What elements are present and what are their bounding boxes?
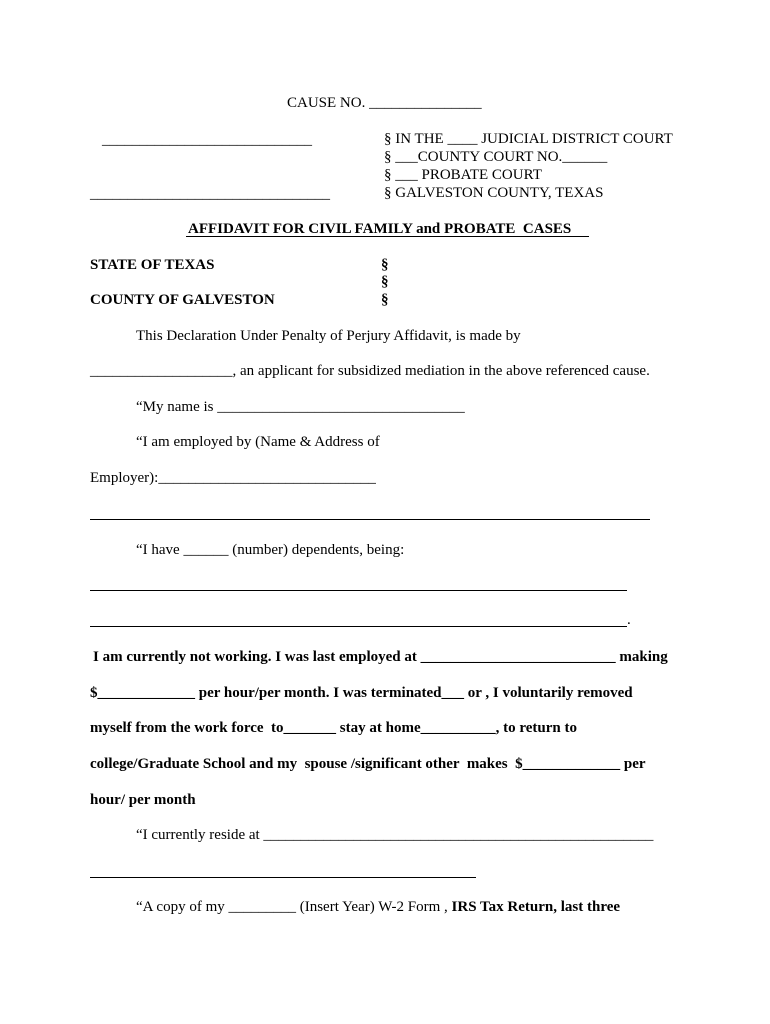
employer-line[interactable]: Employer):_____________________________ bbox=[90, 470, 376, 486]
not-working-line-1[interactable]: I am currently not working. I was last employed at __________________________ making bbox=[93, 649, 668, 665]
employed-by-text: “I am employed by (Name & Address of bbox=[136, 434, 380, 450]
not-working-line-2[interactable]: $_____________ per hour/per month. I was terminated___ or , I voluntarily removed bbox=[90, 685, 633, 701]
w2-copy-line[interactable] bbox=[136, 898, 620, 916]
dependents-blank-line-1[interactable] bbox=[90, 590, 627, 591]
court-line-probate: § ___ PROBATE COURT bbox=[384, 167, 542, 183]
section-mark-2: § bbox=[381, 274, 389, 290]
court-line-district: § IN THE ____ JUDICIAL DISTRICT COURT bbox=[384, 131, 673, 147]
w2-copy-prefix: “A copy of my _________ (Insert Year) W-2 Form , bbox=[136, 899, 452, 915]
title-underline bbox=[186, 236, 589, 237]
declaration-text: This Declaration Under Penalty of Perjury Affidavit, is made by bbox=[136, 328, 521, 344]
applicant-line[interactable]: ___________________, an applicant for subsidized mediation in the above referenced cause. bbox=[90, 363, 650, 379]
dependents-line[interactable]: “I have ______ (number) dependents, being: bbox=[136, 542, 405, 558]
court-line-county: § ___COUNTY COURT NO.______ bbox=[384, 149, 608, 165]
state-of-texas: STATE OF TEXAS bbox=[90, 257, 215, 273]
affidavit-title: AFFIDAVIT FOR CIVIL FAMILY and PROBATE CASES bbox=[188, 221, 572, 237]
not-working-line-4[interactable]: college/Graduate School and my spouse /significant other makes $_____________ per bbox=[90, 756, 646, 772]
dependents-blank-line-2[interactable] bbox=[90, 626, 627, 627]
dependents-period: . bbox=[627, 612, 631, 628]
name-line[interactable]: “My name is _________________________________ bbox=[136, 399, 465, 415]
reside-line[interactable]: “I currently reside at ____________________________________________________ bbox=[136, 827, 654, 843]
party-name-line-top[interactable]: ____________________________ bbox=[102, 132, 312, 148]
not-working-line-3[interactable]: myself from the work force to_______ stay at home__________, to return to bbox=[90, 720, 577, 736]
residence-address-line[interactable] bbox=[90, 877, 476, 878]
employer-address-line[interactable] bbox=[90, 519, 650, 520]
county-of-galveston: COUNTY OF GALVESTON bbox=[90, 292, 275, 308]
section-mark-1: § bbox=[381, 257, 389, 273]
cause-number: CAUSE NO. _______________ bbox=[287, 95, 482, 111]
party-name-line-bottom[interactable]: ________________________________ bbox=[90, 186, 330, 202]
section-mark-3: § bbox=[381, 292, 389, 308]
court-line-galveston: § GALVESTON COUNTY, TEXAS bbox=[384, 185, 604, 201]
not-working-line-5: hour/ per month bbox=[90, 792, 196, 808]
irs-tax-return-text: IRS Tax Return, last three bbox=[451, 899, 621, 915]
